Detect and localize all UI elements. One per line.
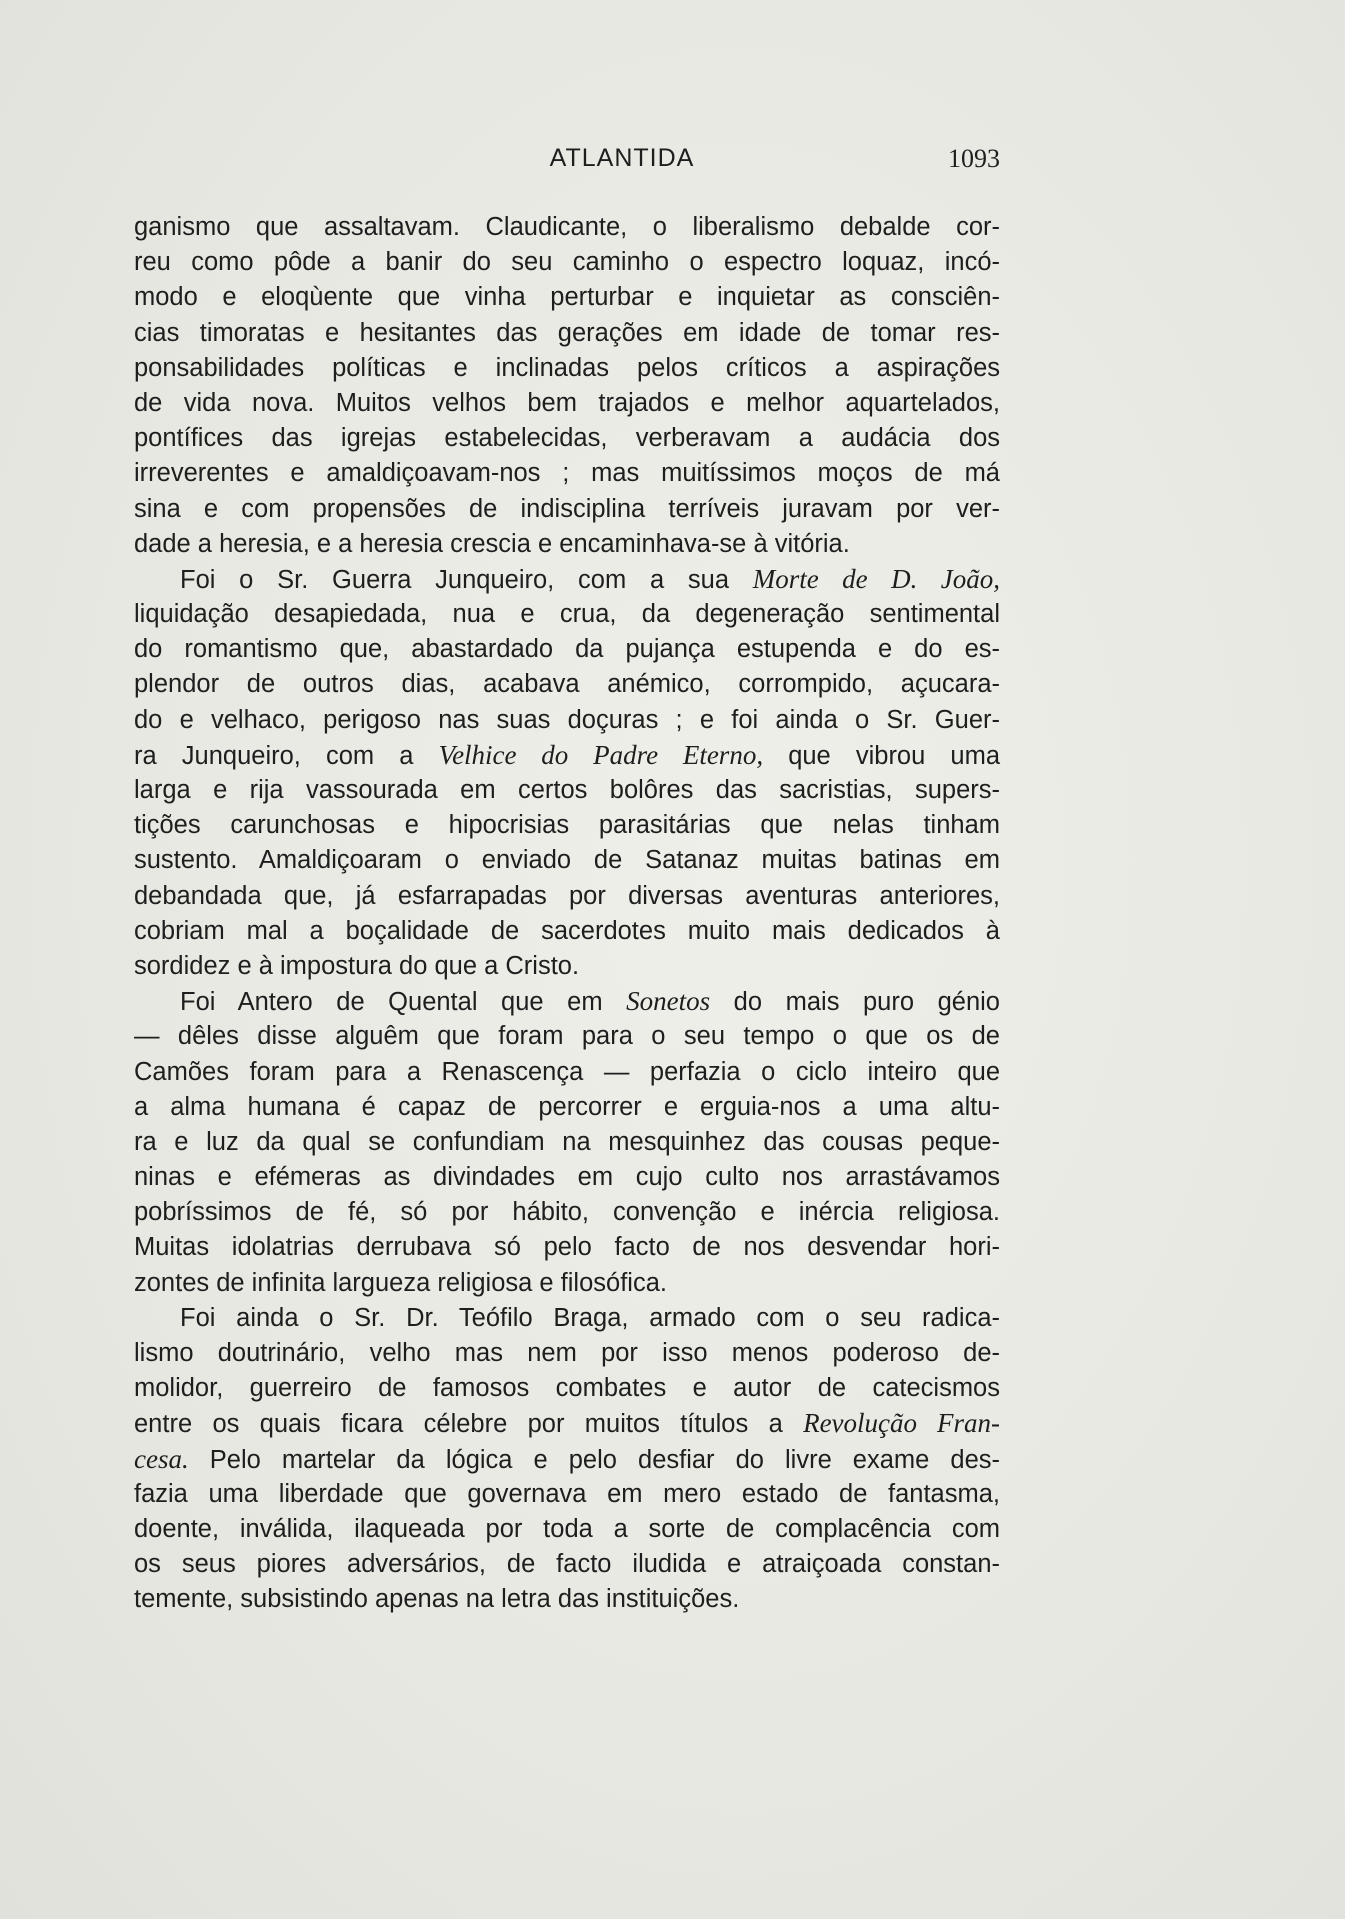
paragraph-line: [134, 1406, 1000, 1441]
italic-title: cesa.: [134, 1443, 189, 1474]
text-line: ponsabilidades políticas e inclinadas pelos críticos a aspirações: [134, 353, 1000, 382]
text-run: do mais puro génio: [710, 988, 1000, 1017]
text-line: do e velhaco, perigoso nas suas doçuras ; e foi ainda o Sr. Guer-: [134, 705, 1000, 734]
page-number: 1093: [948, 144, 1000, 173]
text-line: cobriam mal a boçalidade de sacerdotes muito mais dedicados à: [134, 916, 1000, 945]
text-line: molidor, guerreiro de famosos combates e autor de catecismos: [134, 1374, 1000, 1403]
italic-title: Sonetos: [626, 986, 711, 1017]
italic-title: Velhice do Padre Eterno,: [438, 739, 764, 770]
text-line: ninas e efémeras as divindades em cujo culto nos arrastávamos: [134, 1163, 1000, 1192]
text-line: modo e eloqùente que vinha perturbar e inquietar as consciên-: [134, 283, 1000, 312]
text-line: tições carunchosas e hipocrisias parasitárias que nelas tinham: [134, 811, 1000, 840]
text-line: sordidez e à impostura do que a Cristo.: [134, 951, 580, 980]
page-header: [134, 140, 1000, 180]
text-run: entre os quais ficara célebre por muitos títulos a: [134, 1410, 804, 1439]
text-line: os seus piores adversários, de facto iludida e atraiçoada constan-: [134, 1550, 1000, 1579]
text-run: Foi Antero de Quental que em: [180, 988, 627, 1017]
text-line: — dêles disse alguêm que foram para o seu tempo o que os de: [134, 1022, 1000, 1051]
paragraph-line: [134, 562, 1000, 597]
text-line: Muitas idolatrias derrubava só pelo facto de nos desvendar hori-: [134, 1233, 1000, 1262]
text-line: dade a heresia, e a heresia crescia e encaminhava-se à vitória.: [134, 529, 850, 558]
paragraph-line: [134, 984, 1000, 1019]
italic-title: Revolução Fran-: [803, 1408, 1001, 1439]
paragraph-line: [134, 1442, 1000, 1477]
paragraph-line: Foi ainda o Sr. Dr. Teófilo Braga, armado com o seu radica-: [180, 1303, 1000, 1332]
running-title: ATLANTIDA: [549, 144, 695, 172]
text-line: cias timoratas e hesitantes das gerações em idade de tomar res-: [134, 318, 1000, 347]
text-line: larga e rija vassourada em certos bolôres das sacristias, supers-: [134, 776, 1000, 804]
text-line: irreverentes e amaldiçoavam-nos ; mas muitíssimos moços de má: [134, 459, 1000, 488]
text-line: ganismo que assaltavam. Claudicante, o liberalismo debalde cor-: [134, 213, 1000, 241]
paragraph-line: [134, 738, 1000, 773]
text-line: fazia uma liberdade que governava em mero estado de fantasma,: [134, 1479, 1000, 1508]
text-run: Pelo martelar da lógica e pelo desfiar do livre exame des-: [188, 1445, 1000, 1474]
text-run: Foi o Sr. Guerra Junqueiro, com a sua: [180, 565, 753, 594]
text-line: plendor de outros dias, acabava anémico, corrompido, açucara-: [134, 670, 1000, 699]
text-line: lismo doutrinário, velho mas nem por isso menos poderoso de-: [134, 1339, 1000, 1367]
text-line: temente, subsistindo apenas na letra das instituições.: [134, 1585, 740, 1614]
text-line: pontífices das igrejas estabelecidas, verberavam a audácia dos: [134, 424, 1000, 453]
text-line: ra e luz da qual se confundiam na mesquinhez das cousas peque-: [134, 1127, 1000, 1156]
italic-title: Morte de D. João,: [752, 563, 1000, 594]
text-line: sina e com propensões de indisciplina terríveis juravam por ver-: [134, 494, 1000, 523]
text-run: ra Junqueiro, com a: [134, 741, 439, 770]
text-line: zontes de infinita largueza religiosa e filosófica.: [134, 1268, 667, 1297]
body-text: [134, 210, 1000, 1618]
text-line: Camões foram para a Renascença — perfazia o ciclo inteiro que: [134, 1057, 1000, 1086]
text-line: a alma humana é capaz de percorrer e erguia-nos a uma altu-: [134, 1092, 1000, 1121]
text-line: debandada que, já esfarrapadas por diversas aventuras anteriores,: [134, 881, 1000, 910]
text-line: liquidação desapiedada, nua e crua, da degeneração sentimental: [134, 600, 1000, 629]
text-line: pobríssimos de fé, só por hábito, convenção e inércia religiosa.: [134, 1198, 1000, 1227]
text-line: reu como pôde a banir do seu caminho o espectro loquaz, incó-: [134, 248, 1000, 277]
text-line: sustento. Amaldiçoaram o enviado de Satanaz muitas batinas em: [134, 846, 1000, 875]
text-run: que vibrou uma: [763, 741, 1001, 770]
text-line: de vida nova. Muitos velhos bem trajados e melhor aquartelados,: [134, 388, 1000, 417]
text-line: doente, inválida, ilaqueada por toda a sorte de complacência com: [134, 1514, 1000, 1543]
text-line: do romantismo que, abastardado da pujança estupenda e do es-: [134, 635, 1000, 664]
